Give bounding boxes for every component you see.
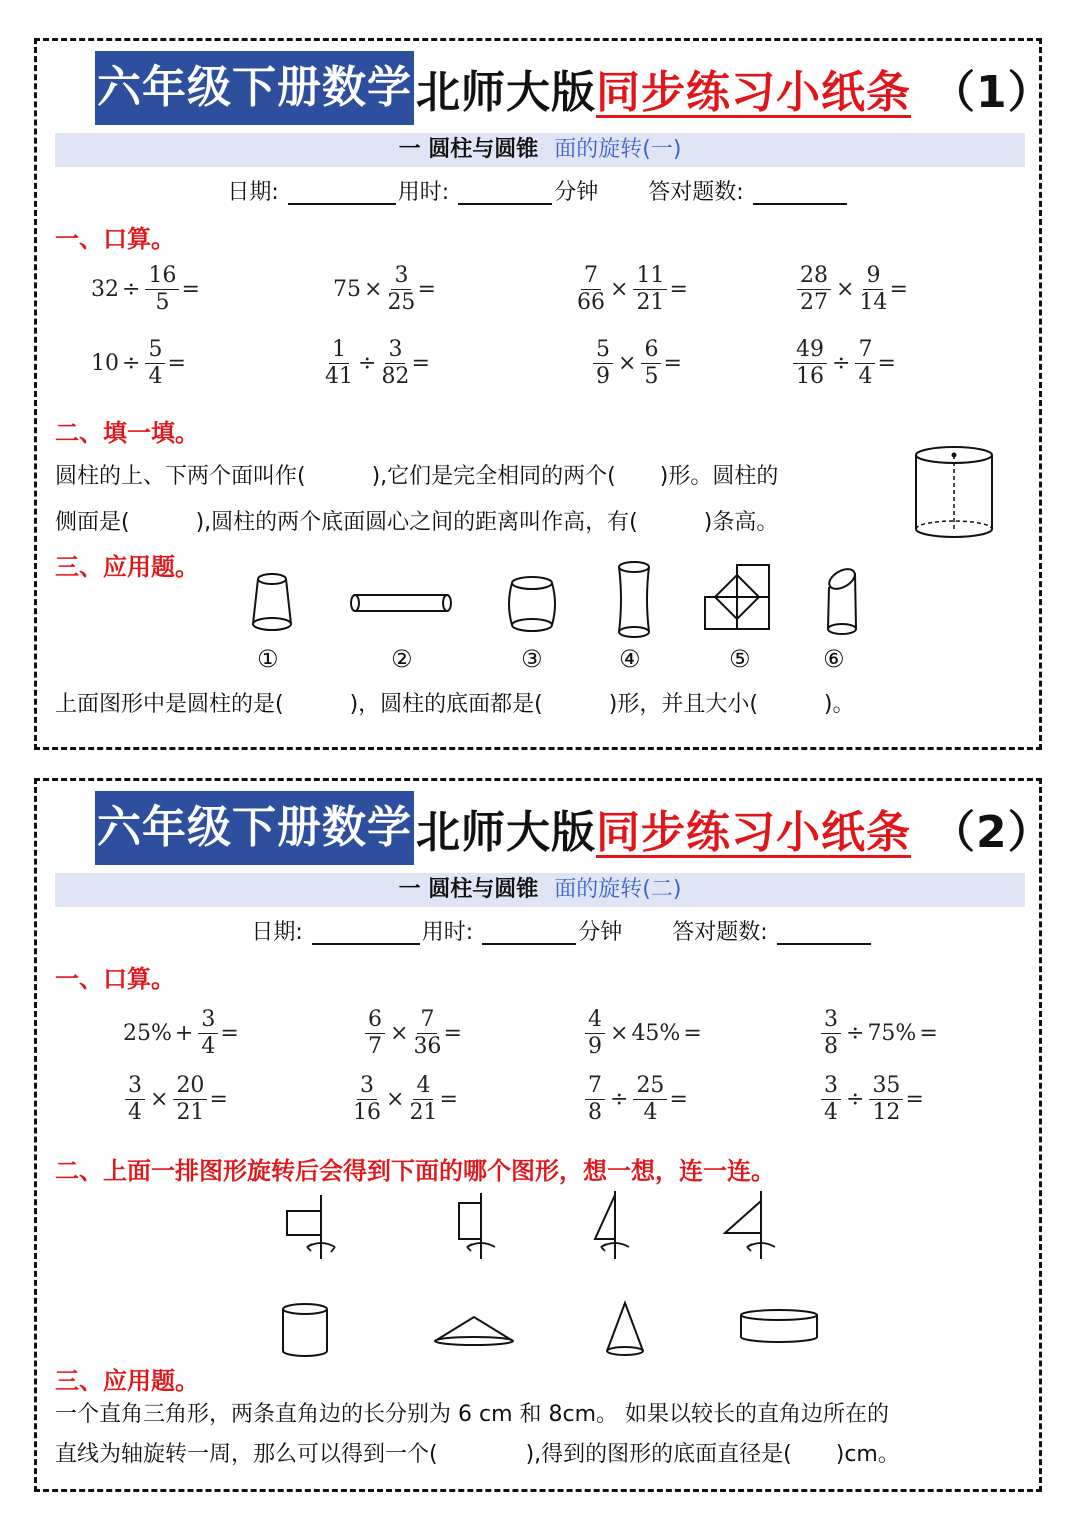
- title-number: （2）: [931, 807, 1053, 858]
- topic-label: 面的旋转(一): [554, 137, 682, 162]
- chapter-label: 一 圆柱与圆锥: [398, 137, 539, 162]
- application-line-2: 直线为轴旋转一周，那么可以得到一个( ),得到的图形的底面直径是( )cm。: [55, 1442, 900, 1467]
- application-line-1: 一个直角三角形，两条直角边的长分别为 6 cm 和 8cm。 如果以较长的直角边所在的: [55, 1402, 890, 1427]
- problem-2: $\frac{6}{7}$ × $\frac{7}{36}$ =: [363, 1007, 462, 1060]
- date-label: 日期:: [251, 920, 303, 945]
- problem-4: $\frac{28}{27}$ × $\frac{9}{14}$ =: [795, 263, 908, 316]
- shape-label-2: ②: [391, 645, 413, 673]
- worksheet-card-1: [34, 38, 1053, 750]
- problem-4: $\frac{3}{8}$ ÷ 75% =: [819, 1007, 941, 1060]
- problem-2: 75 × $\frac{3}{25}$ =: [333, 263, 436, 315]
- shape-label-4: ④: [619, 645, 641, 673]
- correct-label: 答对题数:: [648, 180, 744, 205]
- time-label: 用时:: [397, 180, 450, 205]
- fill-line-1: 圆柱的上、下两个面叫作( ),它们是完全相同的两个( )形。圆柱的: [55, 464, 779, 489]
- chapter-label: 一 圆柱与圆锥: [398, 877, 539, 902]
- rotate-rectangle-wide: [281, 1191, 351, 1263]
- shape-label-5: ⑤: [729, 645, 751, 673]
- rotate-triangle-tall: [589, 1189, 649, 1263]
- title-series: 同步练习小纸条: [596, 807, 911, 858]
- application-line: 上面图形中是圆柱的是( )，圆柱的底面都是( )形，并且大小( )。: [55, 692, 855, 717]
- shape-1-frustum: [242, 569, 312, 639]
- minutes-label: 分钟: [578, 920, 623, 945]
- solid-cylinder: [277, 1301, 333, 1361]
- solid-flat-cone: [431, 1311, 517, 1351]
- shape-label-6: ⑥: [823, 645, 845, 673]
- topic-label: 面的旋转(二): [554, 877, 682, 902]
- shape-3-barrel: [502, 571, 562, 641]
- problem-1: 32 ÷ $\frac{16}{5}$ =: [91, 263, 200, 315]
- problem-7: $\frac{5}{9}$ × $\frac{6}{5}$ =: [591, 337, 682, 390]
- title-grade: 六年级下册数学: [95, 791, 414, 865]
- title-number: （1）: [931, 67, 1053, 118]
- minutes-label: 分钟: [554, 180, 599, 205]
- problem-5: $\frac{3}{4}$ × $\frac{20}{21}$ =: [123, 1073, 228, 1126]
- problem-3: $\frac{4}{9}$ × 45% =: [583, 1007, 705, 1060]
- worksheet-card-2: [34, 778, 1053, 1492]
- problem-6: $\frac{3}{16}$ × $\frac{4}{21}$ =: [353, 1073, 458, 1125]
- problem-5: 10 ÷ $\frac{5}{4}$ =: [91, 337, 186, 389]
- section-2-heading: 二、上面一排图形旋转后会得到下面的哪个图形，想一想，连一连。: [55, 1157, 775, 1185]
- shape-6-slanted-cylinder: [817, 563, 867, 643]
- problem-8: $\frac{49}{16}$ ÷ $\frac{7}{4}$ =: [791, 337, 896, 390]
- problem-6: $\frac{1}{41}$ ÷ $\frac{3}{82}$ =: [325, 337, 430, 389]
- mental-math-grid: [37, 41, 1039, 747]
- problem-7: $\frac{7}{8}$ ÷ $\frac{25}{4}$ =: [583, 1073, 688, 1126]
- title-edition: 北师大版: [416, 67, 596, 118]
- rotate-rectangle-tall: [451, 1191, 511, 1263]
- shape-label-3: ③: [521, 645, 543, 673]
- title-series: 同步练习小纸条: [596, 67, 911, 118]
- cylinder-height-figure: [909, 443, 999, 543]
- section-3-heading: 三、应用题。: [55, 1367, 199, 1395]
- section-2-heading: 二、填一填。: [55, 419, 199, 447]
- solid-short-cylinder: [737, 1305, 821, 1347]
- shape-4-tall-cylinder: [609, 557, 659, 647]
- problem-1: 25% + $\frac{3}{4}$ =: [123, 1007, 239, 1059]
- time-label: 用时:: [421, 920, 474, 945]
- solid-tall-cone: [603, 1299, 647, 1361]
- shape-2-rod: [347, 589, 457, 619]
- section-1-heading: 一、口算。: [55, 225, 175, 253]
- title-grade: 六年级下册数学: [95, 51, 414, 125]
- problem-8: $\frac{3}{4}$ ÷ $\frac{35}{12}$ =: [819, 1073, 924, 1126]
- section-3-heading: 三、应用题。: [55, 553, 199, 581]
- problem-3: $\frac{7}{66}$ × $\frac{11}{21}$ =: [577, 263, 688, 315]
- rotate-triangle-wide: [721, 1189, 791, 1263]
- date-label: 日期:: [227, 180, 279, 205]
- section-1-heading: 一、口算。: [55, 965, 175, 993]
- correct-label: 答对题数:: [672, 920, 768, 945]
- shape-5-squares: [701, 561, 773, 633]
- fill-line-2: 侧面是( ),圆柱的两个底面圆心之间的距离叫作高，有( )条高。: [55, 510, 779, 535]
- shape-label-1: ①: [257, 645, 279, 673]
- title-edition: 北师大版: [416, 807, 596, 858]
